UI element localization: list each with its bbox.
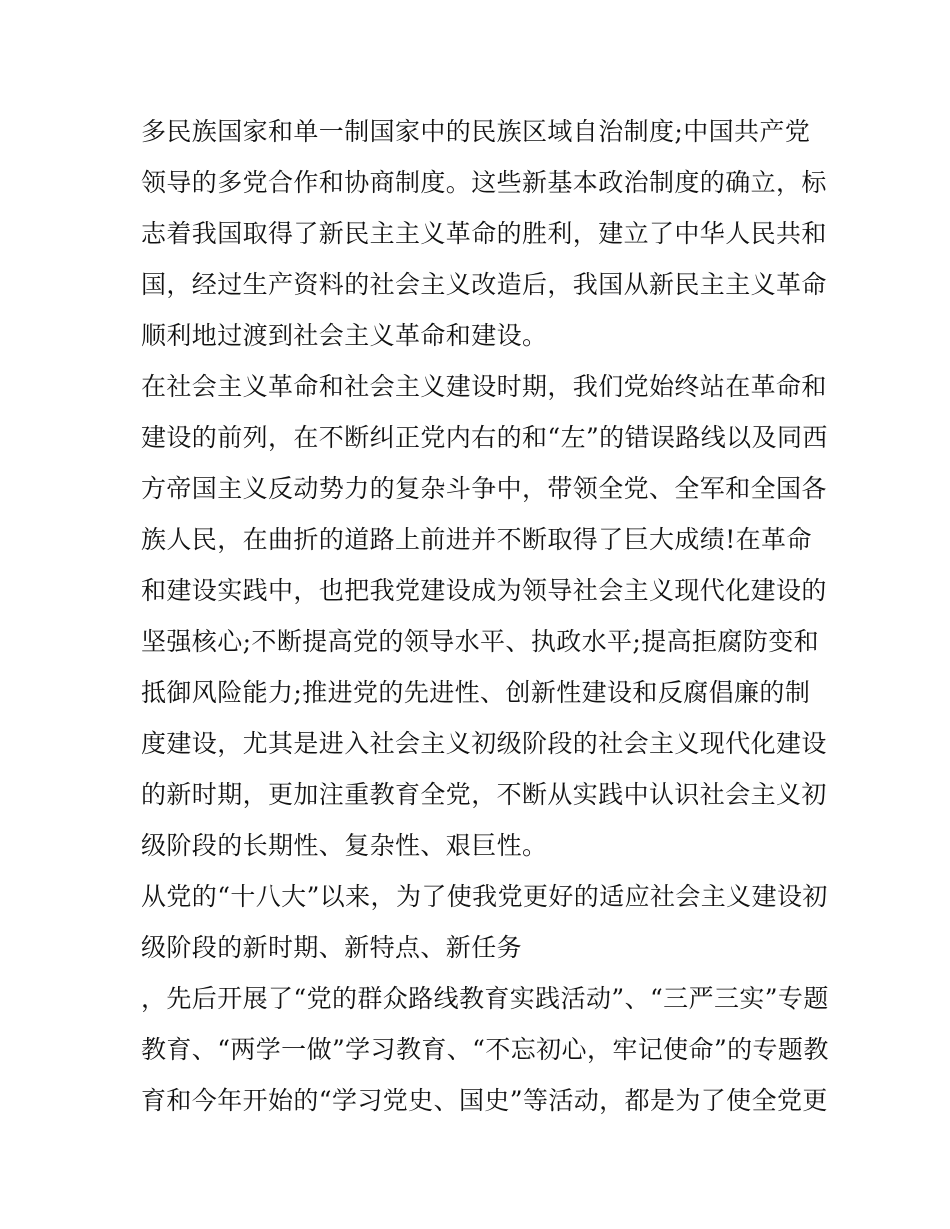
text-line: 多民族国家和单一制国家中的民族区域自治制度;中国共产党 (141, 117, 811, 146)
text-line: 国，经过生产资料的社会主义改造后，我国从新民主主义革命 (141, 270, 827, 299)
text-line: 育和今年开始的“学习党史、国史”等活动，都是为了使全党更 (141, 1086, 828, 1115)
text-line: 度建设，尤其是进入社会主义初级阶段的社会主义现代化建设 (141, 729, 827, 758)
text-line: 级阶段的长期性、复杂性、艰巨性。 (141, 831, 548, 860)
text-line: 教育、“两学一做”学习教育、“不忘初心，牢记使命”的专题教 (141, 1035, 829, 1064)
text-line: 方帝国主义反动势力的复杂斗争中，带领全党、全军和全国各 (141, 474, 827, 503)
body-text (141, 106, 831, 1126)
text-line: 领导的多党合作和协商制度。这些新基本政治制度的确立，标 (141, 168, 827, 197)
text-line: 坚强核心;不断提高党的领导水平、执政水平;提高拒腐防变和 (141, 627, 820, 656)
text-line: 的新时期，更加注重教育全党，不断从实践中认识社会主义初 (141, 780, 827, 809)
text-line: 从党的“十八大”以来，为了使我党更好的适应社会主义建设初 (141, 882, 828, 911)
text-line: 级阶段的新时期、新特点、新任务 (141, 933, 523, 962)
text-line: 和建设实践中，也把我党建设成为领导社会主义现代化建设的 (141, 576, 827, 605)
text-line: ，先后开展了“党的群众路线教育实践活动”、“三严三实”专题 (141, 984, 829, 1013)
text-line: 建设的前列，在不断纠正党内右的和“左”的错误路线以及同西 (141, 423, 828, 452)
text-line: 抵御风险能力;推进党的先进性、创新性建设和反腐倡廉的制 (141, 678, 811, 707)
text-line: 在社会主义革命和社会主义建设时期，我们党始终站在革命和 (141, 372, 827, 401)
text-line: 族人民，在曲折的道路上前进并不断取得了巨大成绩!在革命 (141, 525, 812, 554)
text-line: 顺利地过渡到社会主义革命和建设。 (141, 321, 548, 350)
text-line: 志着我国取得了新民主主义革命的胜利，建立了中华人民共和 (141, 219, 827, 248)
